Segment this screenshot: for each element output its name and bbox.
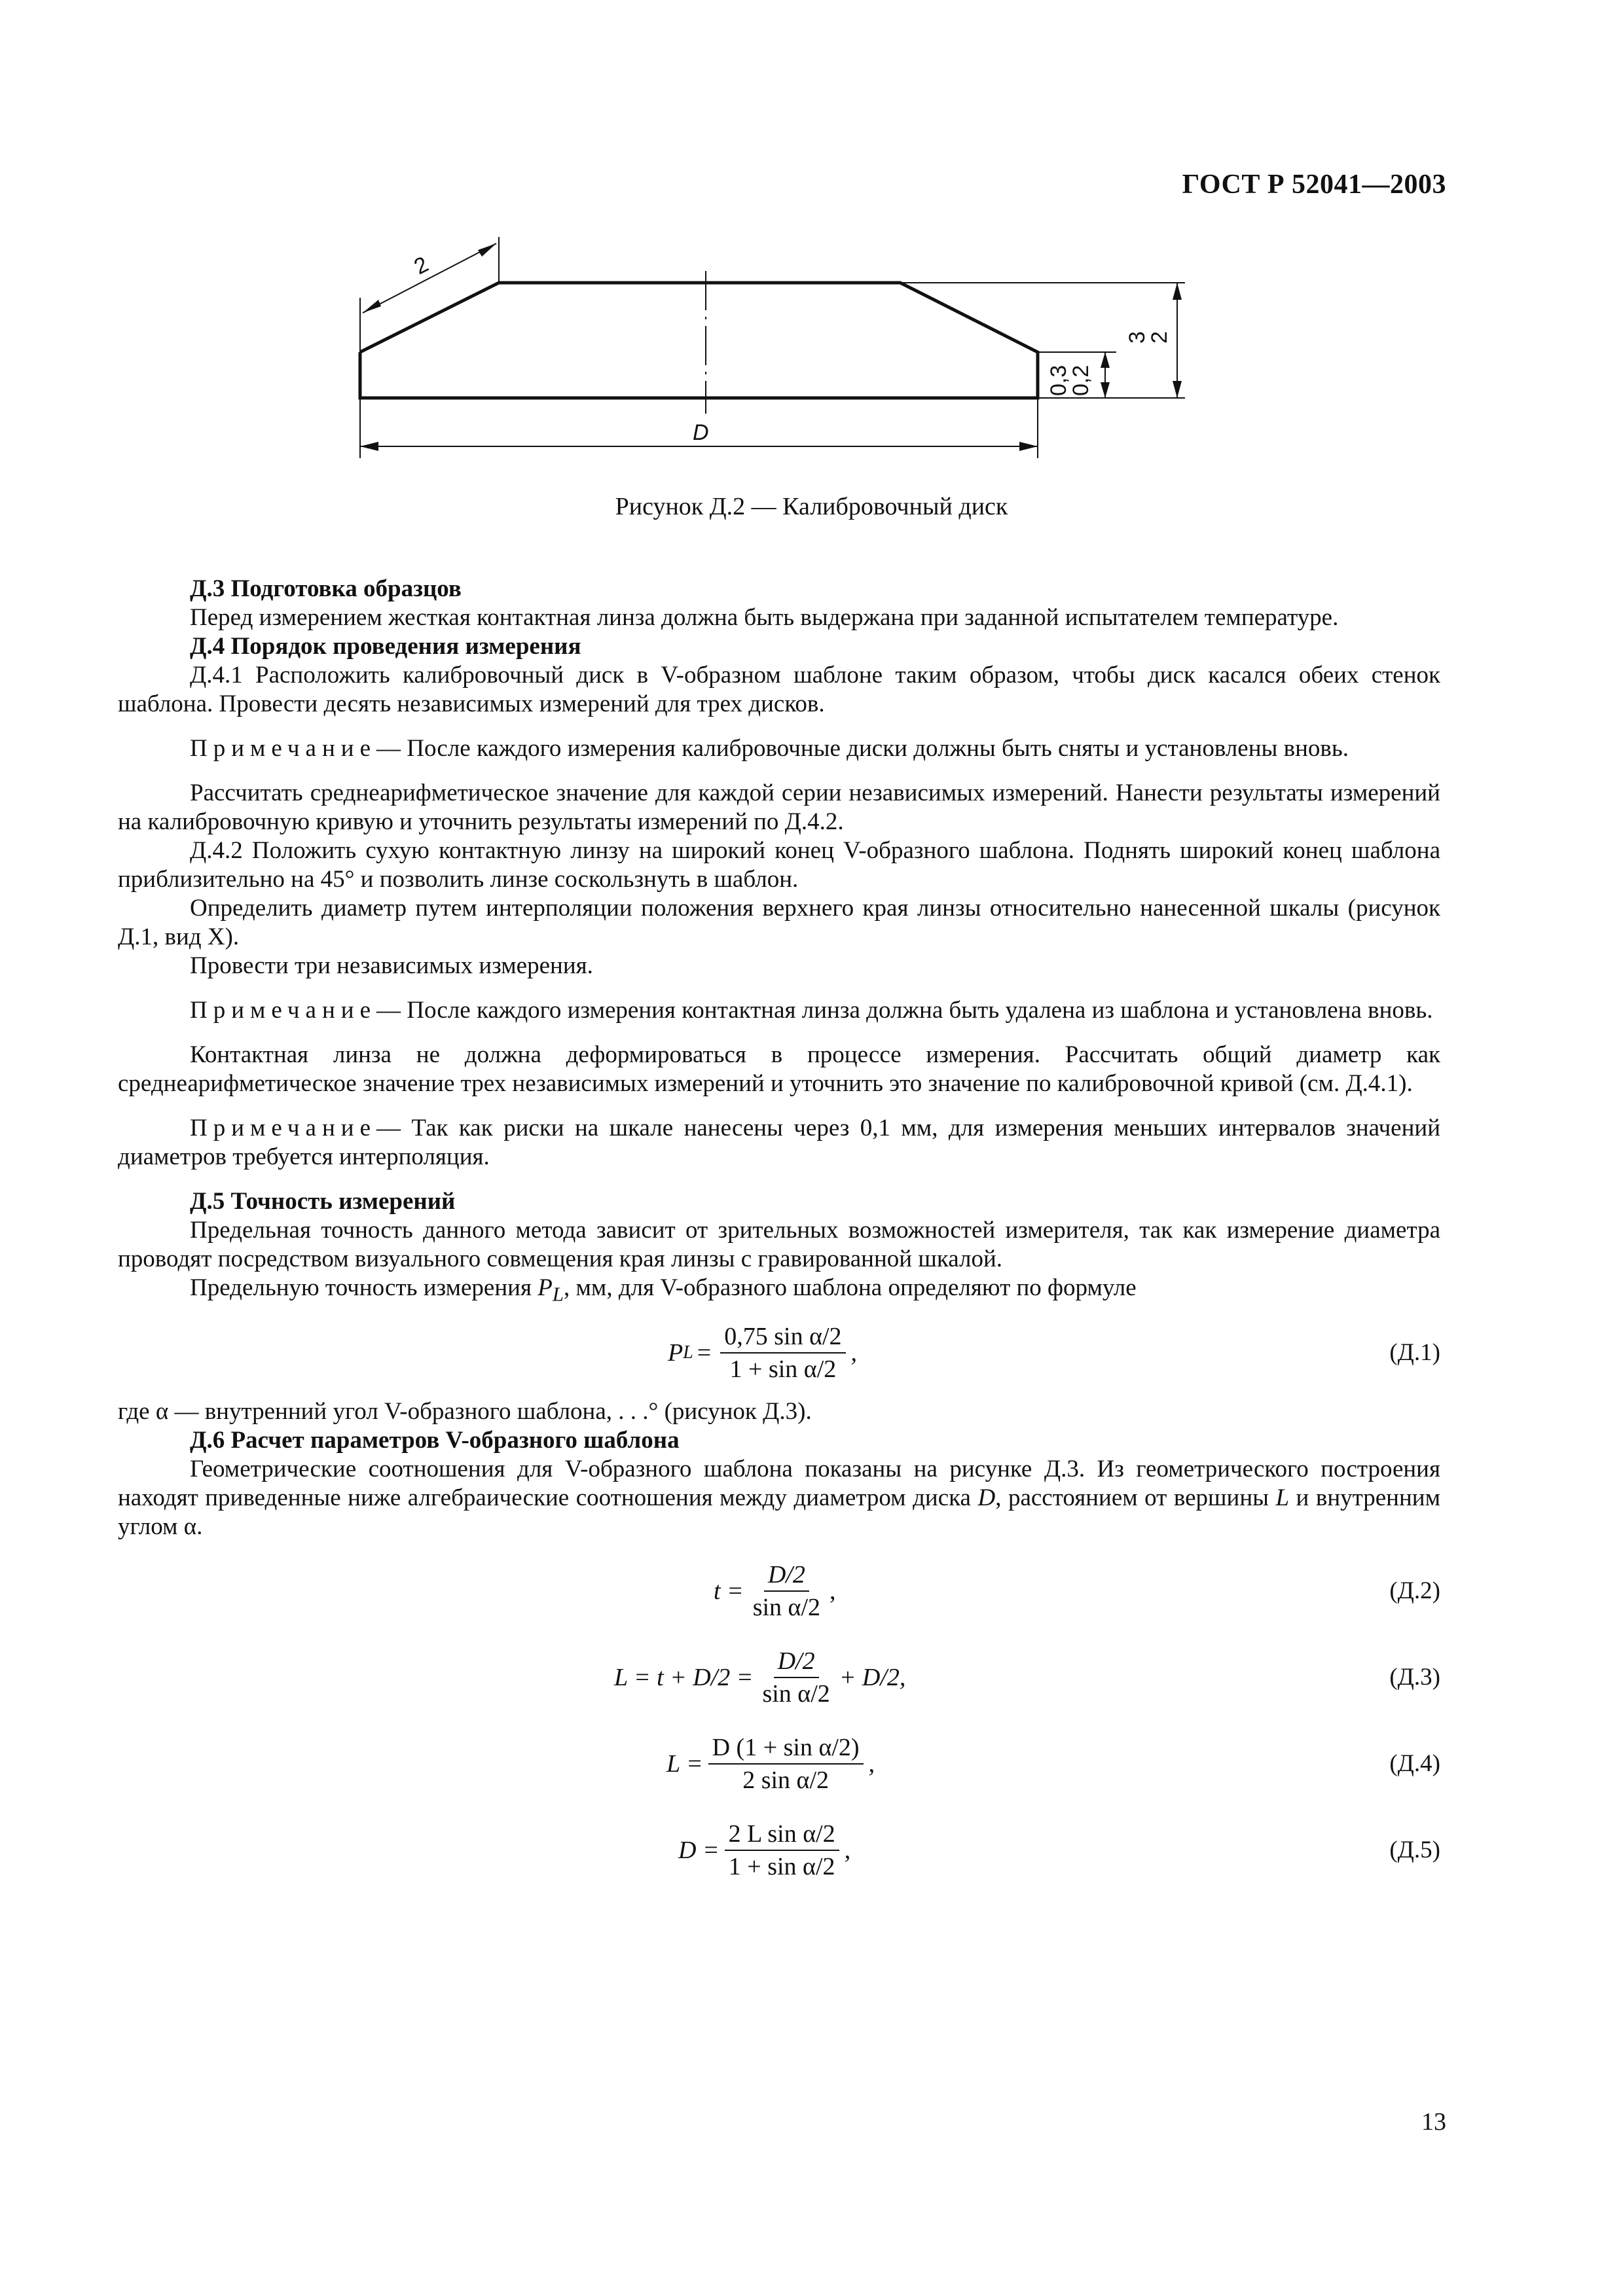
section-d42-text4: Контактная линза не должна деформироваться в процессе измерения. Рассчитать общий диаметр как среднеарифметическое значение трех независимых измерений и уточнить это значение по калибровочной кривой (см. Д.4.1). xyxy=(118,1041,1440,1097)
note-3-text: — Так как риски на шкале нанесены через 0,1 мм, для измерения меньших интервалов значений диаметров требуется интерполяция. xyxy=(118,1115,1440,1170)
formula-d1: P L = $\frac{\text{0,75 sin α/2}}{\text{1 + sin α/2}}$ , (Д.1) xyxy=(118,1318,1440,1388)
formula-d3-label: (Д.3) xyxy=(1389,1664,1440,1691)
formula-d1-label: (Д.1) xyxy=(1389,1339,1440,1367)
section-d41-text: Д.4.1 Расположить калибровочный диск в V-образном шаблоне таким образом, чтобы диск касался обеих стенок шаблона. Провести десять независимых измерений для трех дисков. xyxy=(118,662,1440,717)
diameter-label: D xyxy=(693,420,709,445)
note-1-label: Примечание xyxy=(190,735,376,762)
figure-caption: Рисунок Д.2 — Калибровочный диск xyxy=(615,493,1008,520)
note-1-text: — После каждого измерения калибровочные диски должны быть сняты и установлены вновь. xyxy=(376,735,1349,762)
section-d3-title: Д.3 Подготовка образцов xyxy=(190,575,462,602)
formula-d4: L = $\frac{\text{D (1 + sin α/2)}}{\text{2 sin α/2}}$ , (Д.4) xyxy=(118,1729,1440,1799)
section-d42-text3: Провести три независимых измерения. xyxy=(190,952,593,979)
note-2-text: — После каждого измерения контактная линза должна быть удалена из шаблона и установлена вновь. xyxy=(376,997,1433,1024)
formula-d5: D = $\frac{\text{2 L sin α/2}}{\text{1 + sin α/2}}$ , (Д.5) xyxy=(118,1815,1440,1886)
calibration-disc-figure xyxy=(340,229,1257,478)
formula-d5-label: (Д.5) xyxy=(1389,1837,1440,1864)
section-d5-title: Д.5 Точность измерений xyxy=(190,1188,456,1215)
edge-label-02: 0,2 xyxy=(1068,365,1093,396)
section-d3-text: Перед измерением жесткая контактная линза должна быть выдержана при заданной испытателем температуре. xyxy=(190,604,1339,631)
note-2-label: Примечание xyxy=(190,997,376,1024)
section-d42-text2: Определить диаметр путем интерполяции положения верхнего края линзы относительно нанесенной шкалы (рисунок Д.1, вид X). xyxy=(118,895,1440,950)
section-d5-text2: Предельную точность измерения $P_L$, мм, для V-образного шаблона определяют по формуле xyxy=(190,1274,1137,1306)
note-3 xyxy=(118,1114,1440,1172)
note-2 xyxy=(118,996,1440,1025)
height-label-3: 3 xyxy=(1125,331,1150,344)
formula-d2-label: (Д.2) xyxy=(1389,1577,1440,1605)
chamfer-label: 2 xyxy=(410,251,433,280)
formula-d3: L = t + D/2 = $\frac{D/2}{\text{sin α/2}}$ + D/2, (Д.3) xyxy=(118,1642,1440,1713)
chamfer-dim-line xyxy=(363,243,496,313)
section-d5-text: Предельная точность данного метода зависит от зрительных возможностей измерителя, так как измерение диаметра проводят посредством визуального совмещения края линзы с гравированной шкалой. xyxy=(118,1217,1440,1272)
section-d4-title: Д.4 Порядок проведения измерения xyxy=(190,633,581,660)
section-d6-title: Д.6 Расчет параметров V-образного шаблона xyxy=(190,1427,680,1454)
disc-outline xyxy=(360,283,1038,398)
page-number: 13 xyxy=(1421,2108,1446,2136)
formula-d4-label: (Д.4) xyxy=(1389,1750,1440,1778)
edge-label-03: 0,3 xyxy=(1046,365,1071,396)
standard-header: ГОСТ Р 52041—2003 xyxy=(1182,170,1446,200)
where-text: где α — внутренний угол V-образного шаблона, . . .° (рисунок Д.3). xyxy=(118,1398,812,1426)
section-d6-text: Геометрические соотношения для V-образного шаблона показаны на рисунке Д.3. Из геометрического построения находят приведенные ниже алгебраические соотношения между диаметром диска D, расстоянием от вершины L и внутренним углом α. xyxy=(118,1456,1440,1541)
section-d42-text: Д.4.2 Положить сухую контактную линзу на широкий конец V-образного шаблона. Поднять широкий конец шаблона приблизительно на 45° и позволить линзе соскользнуть в шаблон. xyxy=(118,837,1440,893)
formula-d2: t = $\frac{D/2}{\text{sin α/2}}$ , (Д.2) xyxy=(118,1556,1440,1626)
document-body xyxy=(118,575,1440,1886)
height-label-2: 2 xyxy=(1147,331,1172,344)
section-d41-text2: Рассчитать среднеарифметическое значение для каждой серии независимых измерений. Нанести результаты измерений на калибровочную кривую и уточнить результаты измерений по Д.4.2. xyxy=(118,780,1440,835)
note-1 xyxy=(118,734,1440,763)
note-3-label: Примечание xyxy=(190,1115,376,1141)
